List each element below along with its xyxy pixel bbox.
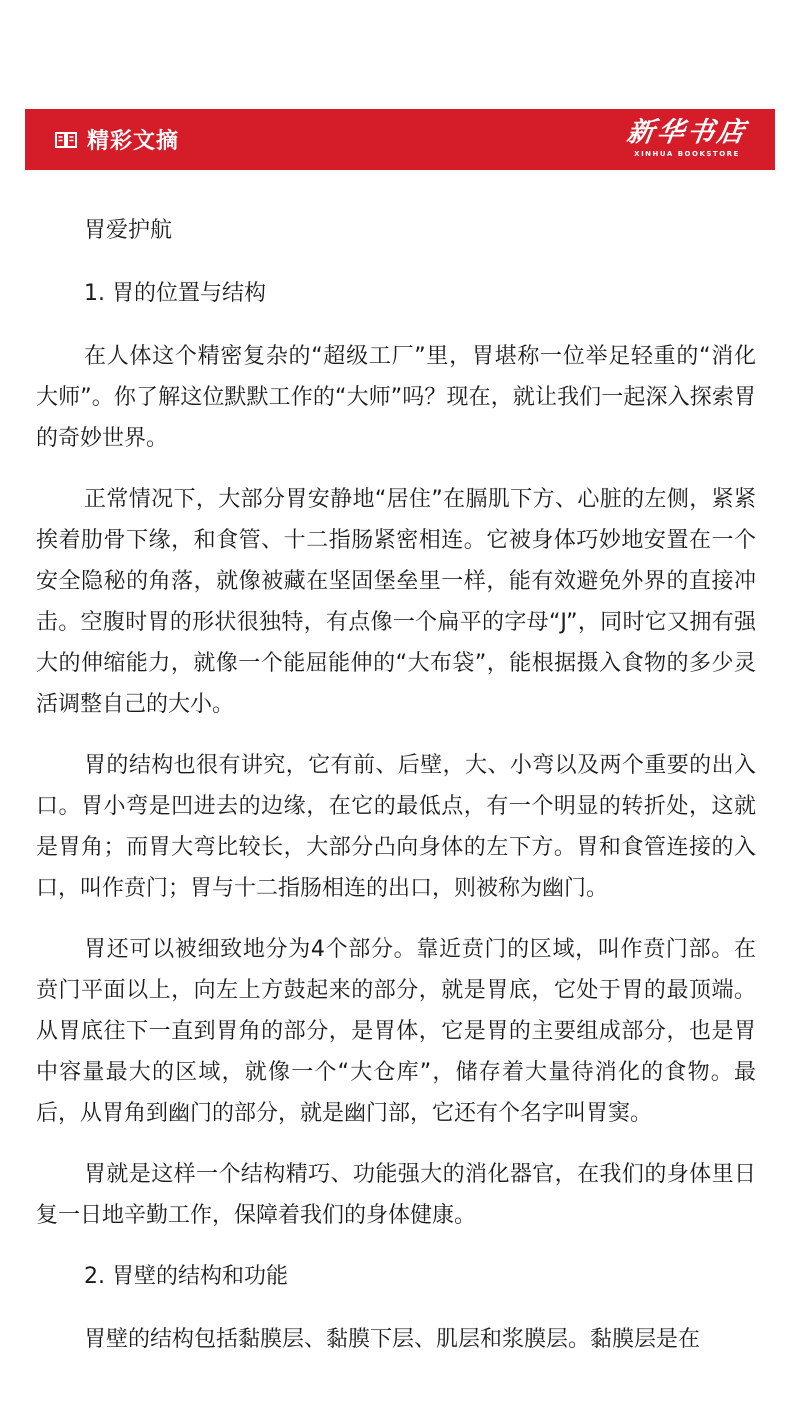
book-icon <box>55 131 77 149</box>
xinhua-logo <box>624 117 750 159</box>
logo-english-text: XINHUA BOOKSTORE <box>634 150 740 158</box>
paragraph-2: 正常情况下，大部分胃安静地“居住”在膈肌下方、心脏的左侧，紧紧挨着肋骨下缘，和食管、十二指肠紧密相连。它被身体巧妙地安置在一个安全隐秘的角落，就像被藏在坚固堡垒里一样，能有效避免外界的直接冲击。空腹时胃的形状很独特，有点像一个扁平的字母“J”，同时它又拥有强大的伸缩能力，就像一个能屈能伸的“大布袋”，能根据摄入食物的多少灵活调整自己的大小。 <box>36 487 756 717</box>
section-heading-2: 2. 胃壁的结构和功能 <box>84 1264 288 1289</box>
paragraph-6: 胃壁的结构包括黏膜层、黏膜下层、肌层和浆膜层。黏膜层是在 <box>84 1327 701 1352</box>
paragraph-5: 胃就是这样一个结构精巧、功能强大的消化器官，在我们的身体里日复一日地辛勤工作，保障着我们的身体健康。 <box>36 1162 756 1228</box>
section-heading-1: 1. 胃的位置与结构 <box>84 281 266 306</box>
section-title: 精彩文摘 <box>87 129 180 154</box>
paragraph-1: 在人体这个精密复杂的“超级工厂”里，胃堪称一位举足轻重的“消化大师”。你了解这位默默工作的“大师”吗？现在，就让我们一起深入探索胃的奇妙世界。 <box>36 344 756 451</box>
logo-chinese-text: 新华书店 <box>624 117 750 148</box>
paragraph-3: 胃的结构也很有讲究，它有前、后壁，大、小弯以及两个重要的出入口。胃小弯是凹进去的边缘，在它的最低点，有一个明显的转折处，这就是胃角；而胃大弯比较长，大部分凸向身体的左下方。胃和食管连接的入口，叫作贲门；胃与十二指肠相连的出口，则被称为幽门。 <box>36 753 756 901</box>
article-body <box>36 210 756 1380</box>
banner-left <box>55 109 179 170</box>
article-title: 胃爱护航 <box>84 218 173 243</box>
section-banner <box>25 109 775 170</box>
paragraph-4: 胃还可以被细致地分为4个部分。靠近贲门的区域，叫作贲门部。在贲门平面以上，向左上方鼓起来的部分，就是胃底，它处于胃的最顶端。从胃底往下一直到胃角的部分，是胃体，它是胃的主要组成部分，也是胃中容量最大的区域，就像一个“大仓库”，储存着大量待消化的食物。最后，从胃角到幽门的部分，就是幽门部，它还有个名字叫胃窦。 <box>36 937 756 1126</box>
